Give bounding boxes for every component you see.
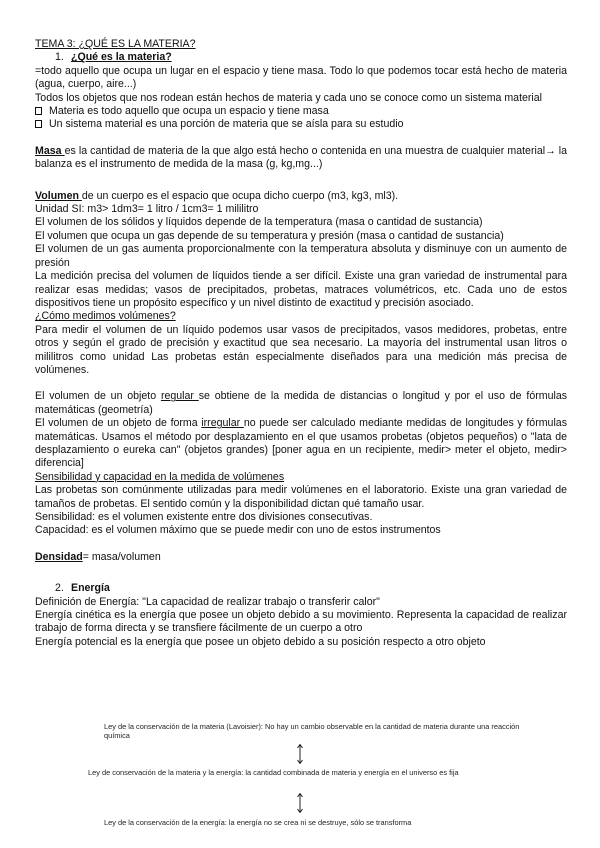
section-2-number: 2. <box>55 582 64 595</box>
volumen-question: ¿Cómo medimos volúmenes? <box>35 310 176 323</box>
energia-line: Energía potencial es la energía que posee un objeto debido a su posición respecto a otro objeto <box>35 635 486 648</box>
volumen-line: Para medir el volumen de un líquido podemos usar vasos de precipitados, vasos medidores, probetas, entre otros y según el grado de precisión y exactitud que sea necesario. La mayoría del instrumental usan litros o mililitros como unidad Las probetas están especialmente diseñados para una medición más precisa de volúmenes. <box>35 323 567 376</box>
volumen-line: El volumen de un gas aumenta proporcionalmente con la temperatura absoluta y disminuye con un aumento de presión <box>35 243 567 269</box>
volumen-term: Volumen <box>35 189 82 202</box>
conservation-laws-diagram <box>0 718 600 838</box>
document-page <box>35 38 567 649</box>
bullet-item: Materia es todo aquello que ocupa un espacio y tiene masa <box>35 105 567 118</box>
checkbox-bullet-icon <box>35 120 42 128</box>
densidad-line: Densidad= masa/volumen <box>35 550 161 563</box>
diagram-box-energia: Ley de la conservación de la energía: la energía no se crea ni se destruye, sólo se transforma <box>104 818 412 827</box>
section-1-number: 1. <box>55 51 64 64</box>
volumen-irregular: El volumen de un objeto de forma irregular no puede ser calculado mediante medidas de longitudes y fórmulas matemáticas. Usamos el método por desplazamiento en el que usamos probetas (objetos pequeños) o "lata de desplazamiento o eureka can" (objetos grandes) [poner agua en un recipiente, medir> meter el objeto, medir> diferencia] <box>35 417 567 470</box>
volumen-regular: El volumen de un objeto regular se obtiene de la medida de distancias o longitud y por el uso de fórmulas matemáticas (geometría) <box>35 390 568 416</box>
double-arrow-icon <box>296 744 304 764</box>
sensibilidad-line: Las probetas son comúnmente utilizadas para medir volúmenes en el laboratorio. Existe una gran variedad de tamaños de probetas. El sentido común y la disponibilidad dictan qué tamaño usar. <box>35 484 567 510</box>
page-title: TEMA 3: ¿QUÉ ES LA MATERIA? <box>35 38 196 50</box>
diagram-box-materia-energia: Ley de conservación de la materia y la energía: la cantidad combinada de materia y energía en el universo es fija <box>88 768 459 777</box>
volumen-line: El volumen de los sólidos y líquidos depende de la temperatura (masa o cantidad de sustancia) <box>35 216 483 229</box>
volumen-paragraph: Volumen de un cuerpo es el espacio que ocupa dicho cuerpo (m3, kg3, ml3). <box>35 189 399 202</box>
volumen-line: El volumen que ocupa un gas depende de su temperatura y presión (masa o cantidad de sustancia) <box>35 229 504 242</box>
double-arrow-icon <box>296 793 304 813</box>
section-2-title: Energía <box>71 582 110 595</box>
masa-paragraph: Masa es la cantidad de materia de la que algo está hecho o contenida en una muestra de cualquier material→ la balanza es el instrumento de medida de la masa (g, kg,mg...) <box>35 144 567 171</box>
energia-line: Energía cinética es la energía que posee un objeto debido a su movimiento. Representa la capacidad de realizar trabajo de forma directa y se transfiere fácilmente de un cuerpo a otro <box>35 609 567 635</box>
energia-line: Definición de Energía: "La capacidad de realizar trabajo o transferir calor" <box>35 595 380 608</box>
densidad-term: Densidad <box>35 550 83 563</box>
diagram-box-materia: Ley de la conservación de la materia (Lavoisier): No hay un cambio observable en la cantidad de materia durante una reacción química <box>104 722 520 740</box>
volumen-line: La medición precisa del volumen de líquidos tiende a ser difícil. Existe una gran variedad de instrumental para realizar esas medidas; vasos de precipitados, probetas, matraces volumétricos, etc. Cada uno de estos dispositivos tiene un propósito específico y un nivel distinto de exactitud y precisión asociado. <box>35 270 567 309</box>
masa-term: Masa <box>35 144 65 157</box>
section-1-heading <box>35 51 567 64</box>
materia-definition: =todo aquello que ocupa un lugar en el espacio y tiene masa. Todo lo que podemos tocar está hecho de materia (agua, cuerpo, aire...) <box>35 64 567 91</box>
sensibilidad-line: Sensibilidad: es el volumen existente entre dos divisiones consecutivas. <box>35 511 373 523</box>
checkbox-bullet-icon <box>35 107 42 115</box>
section-1-title: ¿Qué es la materia? <box>71 51 172 64</box>
section-2-heading <box>35 582 567 595</box>
capacidad-line: Capacidad: es el volumen máximo que se puede medir con uno de estos instrumentos <box>35 524 441 537</box>
materia-paragraph: Todos los objetos que nos rodean están hechos de materia y cada uno se conoce como un sistema material <box>35 91 543 104</box>
volumen-units: Unidad SI: m3> 1dm3= 1 litro / 1cm3= 1 mililitro <box>35 203 259 216</box>
bullet-item: Un sistema material es una porción de materia que se aísla para su estudio <box>35 118 567 131</box>
sensibilidad-heading: Sensibilidad y capacidad en la medida de volúmenes <box>35 470 285 483</box>
